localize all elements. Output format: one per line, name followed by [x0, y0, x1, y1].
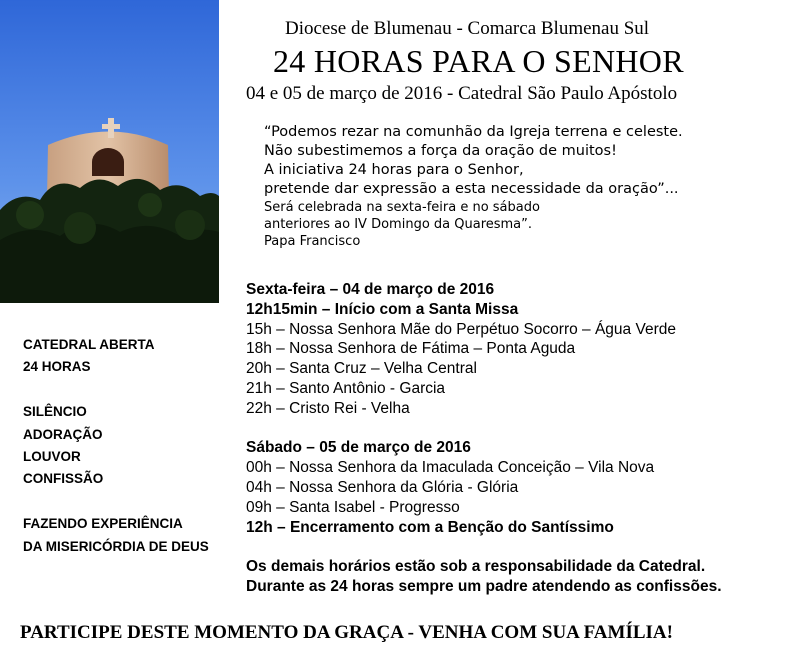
schedule-item: 20h – Santa Cruz – Velha Central [246, 360, 477, 378]
left-line: CATEDRAL ABERTA [23, 337, 155, 352]
schedule-item: 00h – Nossa Senhora da Imaculada Conceição – Vila Nova [246, 459, 655, 477]
diocese-heading: Diocese de Blumenau - Comarca Blumenau Sul [285, 18, 650, 39]
schedule-note: Os demais horários estão sob a responsabilidade da Catedral. [246, 558, 706, 576]
schedule-item: 15h – Nossa Senhora Mãe do Perpétuo Socorro – Água Verde [246, 320, 676, 338]
schedule-item: 22h – Cristo Rei - Velha [246, 399, 410, 417]
left-line: 24 HORAS [23, 359, 91, 375]
spacer [246, 537, 722, 557]
event-date-place: 04 e 05 de março de 2016 - Catedral São Paulo Apóstolo [246, 83, 678, 104]
quote-line: “Podemos rezar na comunhão da Igreja terrena e celeste. [264, 124, 683, 140]
pope-quote [264, 123, 683, 250]
cathedral-photo-graphic [0, 0, 219, 303]
page-title: 24 HORAS PARA O SENHOR [273, 43, 684, 79]
friday-heading: Sexta-feira – 04 de março de 2016 [246, 281, 495, 298]
saturday-highlight: 12h – Encerramento com a Benção do Santíssimo [246, 518, 614, 536]
left-panel [23, 334, 209, 558]
left-line: ADORAÇÃO [23, 426, 103, 442]
schedule-item: 18h – Nossa Senhora de Fátima – Ponta Aguda [246, 340, 576, 358]
schedule-item: 09h – Santa Isabel - Progresso [246, 498, 460, 516]
left-line: LOUVOR [23, 449, 81, 465]
spacer [23, 491, 209, 513]
schedule-note: Durante as 24 horas sempre um padre atendendo as confissões. [246, 577, 722, 595]
saturday-heading: Sábado – 05 de março de 2016 [246, 439, 471, 457]
cathedral-photo [0, 0, 219, 303]
quote-line: anteriores ao IV Domingo da Quaresma”. [264, 217, 533, 232]
schedule [246, 280, 722, 597]
friday-highlight: 12h15min – Início com a Santa Missa [246, 300, 519, 318]
footer-call-to-action: PARTICIPE DESTE MOMENTO DA GRAÇA - VENHA COM SUA FAMÍLIA! [20, 622, 673, 643]
spacer [246, 419, 722, 439]
left-line: DA MISERICÓRDIA DE DEUS [23, 538, 209, 554]
left-line: CONFISSÃO [23, 471, 104, 487]
schedule-item: 04h – Nossa Senhora da Glória - Glória [246, 478, 519, 496]
left-line: SILÊNCIO [23, 404, 87, 420]
quote-line: Não subestimemos a força da oração de muitos! [264, 143, 617, 159]
quote-line: pretende dar expressão a esta necessidade da oração”... [264, 181, 679, 197]
quote-line: Será celebrada na sexta-feira e no sábado [264, 200, 540, 215]
left-line: FAZENDO EXPERIÊNCIA [23, 516, 183, 532]
spacer [23, 379, 209, 401]
quote-line: A iniciativa 24 horas para o Senhor, [264, 162, 524, 178]
quote-attribution: Papa Francisco [264, 234, 361, 249]
schedule-item: 21h – Santo Antônio - Garcia [246, 379, 446, 397]
